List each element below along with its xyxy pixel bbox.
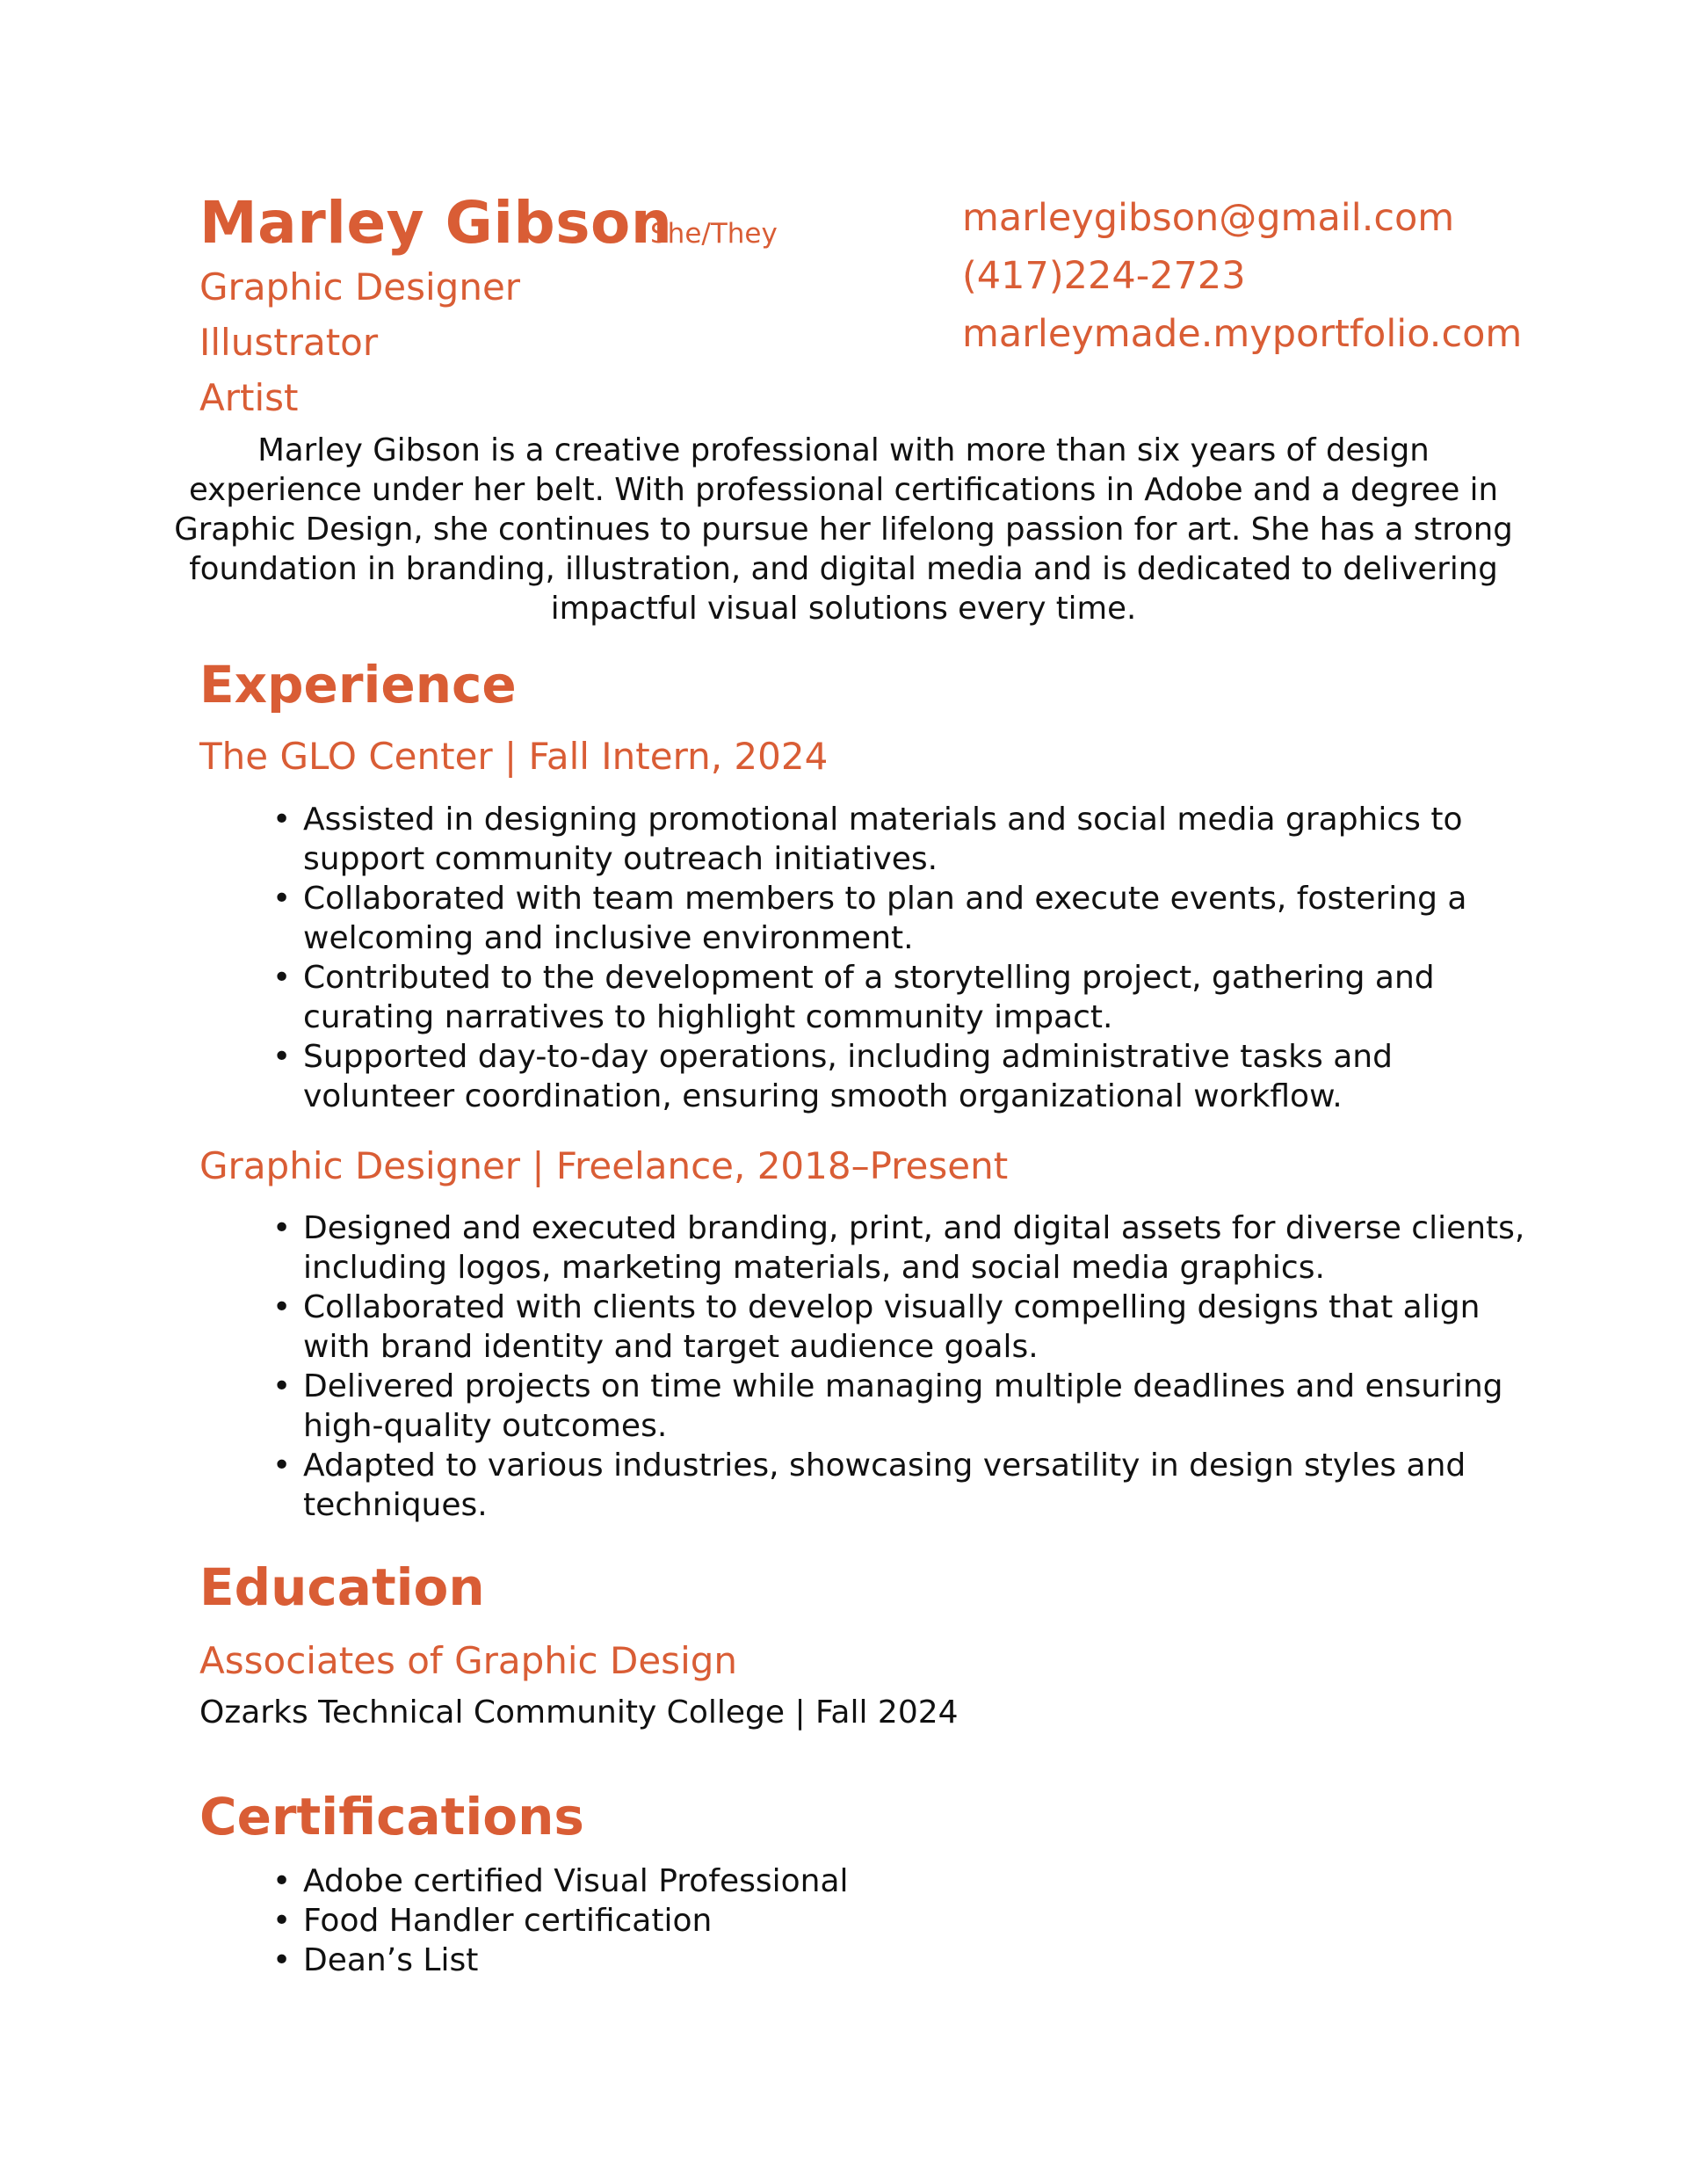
list-item: [268, 879, 1533, 958]
bullet-icon: •: [272, 960, 292, 996]
certification-text: Dean’s List: [303, 1942, 479, 1978]
role-item: Graphic Designer: [199, 265, 521, 308]
certifications-heading: Certifications: [199, 1787, 584, 1847]
certification-text: Food Handler certification: [303, 1903, 713, 1939]
experience-heading: Experience: [199, 655, 517, 715]
list-item: [268, 1208, 1533, 1288]
certification-list: [268, 1861, 1533, 1980]
bullet-text: Collaborated with clients to develop visually compelling designs that align with brand identity and target audience goals.: [303, 1289, 1481, 1365]
bullet-icon: •: [272, 881, 292, 917]
bullet-text: Adapted to various industries, showcasing versatility in design styles and techniques.: [303, 1448, 1466, 1523]
list-item: [268, 1941, 1533, 1980]
bullet-icon: •: [272, 1863, 292, 1899]
resume-name: Marley Gibson: [199, 189, 673, 257]
list-item: [268, 1288, 1533, 1367]
bullet-icon: •: [272, 1903, 292, 1939]
email-link[interactable]: marleygibson@gmail.com: [962, 196, 1455, 240]
bullet-text: Contributed to the development of a storytelling project, gathering and curating narratives to highlight community impact.: [303, 960, 1435, 1035]
bullet-icon: •: [272, 1368, 292, 1404]
role-item: Illustrator: [199, 321, 379, 364]
list-item: [268, 1446, 1533, 1525]
list-item: [268, 1901, 1533, 1941]
list-item: [268, 800, 1533, 879]
portfolio-link[interactable]: marleymade.myportfolio.com: [962, 312, 1523, 356]
job-bullet-list: [268, 1208, 1533, 1525]
bullet-icon: •: [272, 802, 292, 838]
bullet-text: Delivered projects on time while managing multiple deadlines and ensuring high-quality outcomes.: [303, 1368, 1503, 1444]
phone-number[interactable]: (417)224-2723: [962, 254, 1246, 298]
degree-title: Associates of Graphic Design: [199, 1639, 738, 1682]
summary-paragraph: Marley Gibson is a creative professional with more than six years of design experience under her belt. With professional certifications in Adobe and a degree in Graphic Design, she continues to pursue her lifelong passion for art. She has a strong foundation in branding, illustration, and digital media and is dedicated to delivering impactful visual solutions every time.: [174, 432, 1513, 627]
bullet-text: Assisted in designing promotional materials and social media graphics to support community outreach initiatives.: [303, 802, 1463, 877]
list-item: [268, 1367, 1533, 1446]
school-line: Ozarks Technical Community College | Fall 2024: [199, 1694, 959, 1731]
role-list: [199, 259, 520, 425]
bullet-icon: •: [272, 1448, 292, 1484]
contact-block: [962, 189, 1522, 363]
role-item: Artist: [199, 376, 299, 419]
bullet-icon: •: [272, 1942, 292, 1978]
list-item: [268, 958, 1533, 1037]
certification-text: Adobe certified Visual Professional: [303, 1863, 849, 1899]
job-bullet-list: [268, 800, 1533, 1116]
bullet-icon: •: [272, 1289, 292, 1325]
bullet-text: Supported day-to-day operations, including administrative tasks and volunteer coordination, ensuring smooth organizational workflow.: [303, 1039, 1393, 1114]
bullet-icon: •: [272, 1210, 292, 1246]
list-item: [268, 1037, 1533, 1116]
bullet-text: Collaborated with team members to plan and execute events, fostering a welcoming and inclusive environment.: [303, 881, 1467, 956]
list-item: [268, 1861, 1533, 1901]
job-title: The GLO Center | Fall Intern, 2024: [199, 735, 829, 778]
pronouns: She/They: [650, 218, 778, 250]
bullet-icon: •: [272, 1039, 292, 1075]
job-title: Graphic Designer | Freelance, 2018–Present: [199, 1144, 1009, 1187]
education-heading: Education: [199, 1557, 485, 1617]
bullet-text: Designed and executed branding, print, and digital assets for diverse clients, including logos, marketing materials, and social media graphics.: [303, 1210, 1525, 1286]
